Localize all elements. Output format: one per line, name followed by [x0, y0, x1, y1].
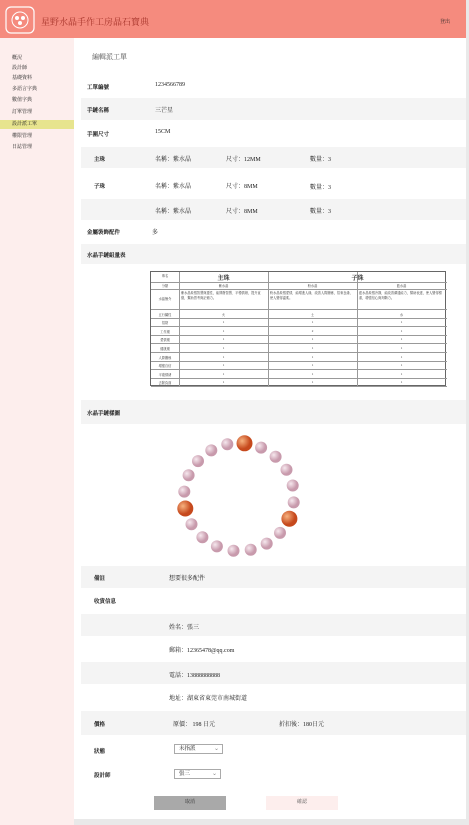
designer-row: [81, 762, 466, 786]
recipient-name[interactable]: 姓名：張三: [169, 625, 200, 631]
shipping-title-row: [81, 590, 466, 610]
sub-bead: [178, 486, 190, 498]
table-rule: [151, 352, 447, 353]
table-rule: [151, 335, 447, 336]
main-bead: [177, 501, 193, 517]
table-cell: 1: [311, 320, 314, 325]
logout-link[interactable]: 登出: [440, 20, 451, 25]
designer-label: 設計師: [94, 773, 111, 779]
row-label: 工作運: [160, 329, 170, 334]
sidebar-item-2[interactable]: 基礎資料: [12, 76, 33, 81]
ticket-no-value[interactable]: 1234566789: [155, 82, 185, 88]
main-bead-qty: 數量：3: [310, 157, 332, 163]
sub-bead: [183, 469, 195, 481]
sub-bead: [274, 527, 286, 539]
table-rule: [151, 343, 447, 344]
status-row: [81, 738, 466, 762]
shipping-label: 收貨信息: [94, 599, 117, 605]
sidebar-item-4[interactable]: 數值字典: [12, 98, 33, 103]
table-cell: 1: [400, 328, 403, 333]
original-price: 原價： 198 日元: [173, 722, 216, 728]
table-rule: [151, 318, 447, 319]
diagram-title-row: [81, 400, 466, 424]
sidebar-item-0[interactable]: 概況: [12, 56, 23, 61]
column-header: 紫水晶: [218, 284, 229, 288]
remark-row: [81, 566, 466, 588]
crystal-description: 粉水晶象徵愛情，能增進人緣，改善人際關係，招來良緣，使人變得溫柔。: [270, 291, 353, 300]
recipient-phone[interactable]: 電話：13888888888: [169, 673, 221, 679]
row-label: 增強自信: [158, 364, 172, 369]
accessory-value: 多: [152, 230, 159, 236]
sub-bead: [228, 545, 240, 557]
cancel-button[interactable]: 取消: [154, 796, 226, 810]
recipient-email[interactable]: 郵箱：12365478@qq.com: [169, 648, 235, 654]
sub-bead-qty: 數量：3: [310, 185, 332, 191]
column-header: 粉水晶: [307, 284, 318, 288]
sub-bead-size: 尺寸：8MM: [226, 209, 258, 215]
table-cell: 1: [222, 354, 225, 359]
sub-bead: [281, 464, 293, 476]
main-bead: [237, 435, 253, 451]
row-label: 健康運: [160, 346, 170, 351]
main-bead-row: [81, 147, 466, 168]
table-cell: 1: [222, 337, 225, 342]
sidebar-item-6[interactable]: 設計派工單: [0, 120, 74, 129]
table-cell: 1: [311, 371, 314, 376]
sub-bead: [186, 518, 198, 530]
main-bead-name: 名稱：紫水晶: [155, 157, 192, 163]
accessory-label: 金屬裝飾配件: [87, 230, 121, 236]
table-cell: 水: [399, 312, 404, 317]
table-cell: 1: [400, 345, 403, 350]
sidebar-item-7[interactable]: 權限管理: [12, 134, 33, 139]
confirm-button[interactable]: 確認: [266, 796, 338, 810]
sub-bead: [245, 544, 257, 556]
designer-value: 張三: [179, 771, 191, 777]
table-cell: 土: [310, 312, 315, 317]
table-cell: 1: [400, 363, 403, 368]
bracelet-name-row: [81, 98, 466, 120]
row-label: 愛情運: [160, 338, 170, 343]
table-cell: 1: [400, 380, 403, 385]
table-rule: [151, 386, 447, 387]
bracelet-name-value[interactable]: 三芒星: [155, 108, 174, 114]
compose-title-row: [81, 244, 466, 264]
row-label: 去除負面: [158, 381, 172, 386]
address-row: [81, 686, 466, 708]
sub-bead-name: 名稱：紫水晶: [155, 184, 192, 190]
sub-bead: [287, 480, 299, 492]
remark-value[interactable]: 想要很多配件: [169, 576, 206, 582]
recipient-name-row: [81, 614, 466, 636]
price-label: 價格: [94, 722, 106, 728]
table-cell: 1: [311, 345, 314, 350]
sub-bead-label: 子珠: [94, 184, 106, 190]
wrist-size-value[interactable]: 15CM: [155, 129, 171, 135]
row-label: 人際關係: [158, 355, 172, 360]
sub-bead-row-1: [81, 170, 466, 196]
group-sub: 子珠: [351, 276, 364, 282]
row-label: 招財: [161, 321, 169, 326]
phone-row: [81, 662, 466, 684]
table-cell: 1: [222, 363, 225, 368]
diagram-title: 水晶手鏈樣圖: [87, 411, 121, 417]
sub-bead: [255, 442, 267, 454]
designer-select[interactable]: [174, 769, 221, 779]
remark-label: 備註: [94, 576, 106, 582]
sub-bead-size: 尺寸：8MM: [226, 184, 258, 190]
table-cell: 1: [311, 363, 314, 368]
sub-bead: [192, 455, 204, 467]
row-label: 水晶簡介: [158, 297, 172, 301]
sub-bead: [211, 540, 223, 552]
wrist-size-row: [81, 122, 466, 144]
sub-bead-qty: 數量：3: [310, 209, 332, 215]
ticket-no-label: 工單編號: [87, 85, 110, 91]
discounted-price: 折扣後：180日元: [279, 722, 325, 728]
chevron-down-icon: ⌄: [213, 746, 219, 752]
table-cell: 1: [222, 345, 225, 350]
table-cell: 1: [311, 354, 314, 359]
sub-bead: [261, 538, 273, 550]
table-cell: 1: [400, 320, 403, 325]
row-label: 五行屬性: [158, 312, 172, 317]
sub-bead: [270, 451, 282, 463]
price-row: [81, 711, 466, 735]
table-rule: [151, 289, 447, 290]
table-cell: 1: [222, 371, 225, 376]
table-rule: [151, 309, 447, 310]
composition-table: [150, 271, 446, 386]
sub-bead: [288, 496, 300, 508]
corner-bottom: 分類: [161, 284, 169, 288]
logo-icon: [5, 6, 35, 34]
sidebar-item-3[interactable]: 多語言字典: [12, 87, 38, 92]
sub-bead: [221, 438, 233, 450]
table-rule: [151, 326, 447, 327]
table-cell: 1: [222, 320, 225, 325]
recipient-address[interactable]: 地址：湖東省東莞市南城街道: [169, 696, 248, 702]
table-cell: 1: [400, 371, 403, 376]
status-select[interactable]: [174, 744, 223, 754]
status-value: 未指派: [179, 746, 196, 752]
table-cell: 2: [311, 328, 314, 333]
compose-table-title: 水晶手鏈組量表: [87, 253, 126, 259]
sub-bead: [196, 531, 208, 543]
table-rule: [151, 369, 447, 370]
main-panel: [74, 38, 466, 819]
sub-bead-name: 名稱：紫水晶: [155, 209, 192, 215]
sub-bead-row-2: [81, 199, 466, 220]
accessory-row: [81, 222, 466, 240]
main-bead-label: 主珠: [94, 157, 106, 163]
app-title: 星野水晶手作工房晶石寶典: [41, 17, 150, 27]
table-cell: 1: [222, 328, 225, 333]
status-label: 狀態: [94, 749, 106, 755]
sidebar: [0, 38, 74, 825]
table-cell: 火: [221, 312, 226, 317]
main-bead-size: 尺寸：12MM: [226, 157, 261, 163]
sidebar-item-5[interactable]: 訂單管理: [12, 110, 33, 115]
sidebar-item-8[interactable]: 日誌管理: [12, 145, 33, 150]
group-main: 主珠: [217, 276, 230, 282]
table-cell: 1: [400, 337, 403, 342]
column-header: 藍水晶: [396, 284, 407, 288]
email-row: [81, 638, 466, 658]
table-cell: 1: [222, 380, 225, 385]
sidebar-item-1[interactable]: 設計師: [12, 66, 28, 71]
chevron-down-icon: ⌄: [211, 771, 217, 777]
table-rule: [151, 378, 447, 379]
table-rule: [151, 361, 447, 362]
table-cell: 1: [400, 354, 403, 359]
row-label: 平複情緒: [158, 372, 172, 377]
sub-bead: [205, 444, 217, 456]
crystal-description: 藍水晶象徵冷靜，能改善溝通能力，幫助表達，使人變得穩重，增強信心與判斷力。: [359, 291, 442, 300]
bracelet-diagram: [164, 434, 314, 560]
ticket-no-row: [81, 77, 466, 95]
table-cell: 1: [311, 380, 314, 385]
page-title: 編輯派工單: [92, 53, 127, 61]
app-header: [0, 0, 466, 38]
bracelet-name-label: 手鏈名稱: [87, 108, 110, 114]
table-cell: 1: [311, 337, 314, 342]
crystal-description: 紫水晶象徵智慧與靈性，能開發智慧、平穩情緒，提升直覺，幫助思考與記憶力。: [181, 291, 261, 300]
main-bead: [281, 511, 297, 527]
corner-top: 珠名: [161, 274, 169, 278]
wrist-size-label: 手圍尺寸: [87, 132, 110, 138]
